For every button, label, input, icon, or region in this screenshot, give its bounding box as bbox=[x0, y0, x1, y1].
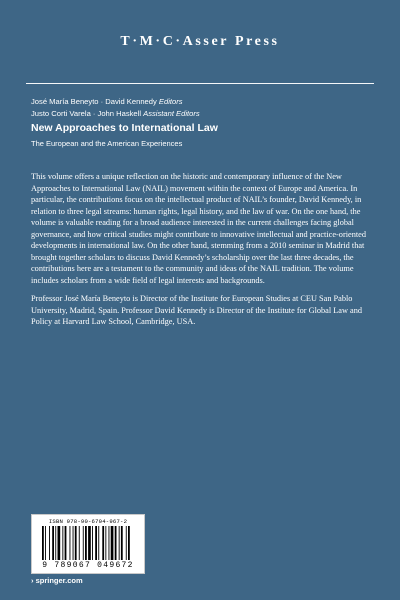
barcode-bars-icon bbox=[42, 526, 136, 560]
blurb-paragraph-description: This volume offers a unique reflection on the historic and contemporary influence of the New Approaches to International Law (NAIL) movement within the context of Europe and America. In particular, the contributions focus on the intellectual product of NAIL’s founder, David Kennedy, in relation to three legal streams: human rights, legal history, and the law of war. On the one hand, the volume is valuable reading for a broad audience interested in the current challenges facing global governance, and how critical studies might contribute to innovative intellectual and practice-oriented developments in international law. On the other hand, stemming from a 2010 seminar in Madrid that brought together scholars to discuss David Kennedy’s scholarship over the last three decades, the contributions here are a testament to the community and ideas of the NAIL tradition. The volume includes scholars from a wide field of legal interests and backgrounds. bbox=[31, 172, 366, 285]
ean-digits: 9 789067 049672 bbox=[42, 561, 134, 570]
assistant-editors-line bbox=[31, 108, 371, 120]
assistant-editor-role: Assistant Editors bbox=[143, 109, 200, 118]
assistant-editor-names: Justo Corti Varela · John Haskell bbox=[31, 109, 142, 118]
blurb-text bbox=[31, 171, 371, 335]
editors-block bbox=[31, 96, 371, 120]
editors-line bbox=[31, 96, 371, 108]
divider-rule bbox=[26, 83, 374, 84]
editor-role: Editors bbox=[158, 97, 183, 106]
blurb-paragraph-editors-bio: Professor José María Beneyto is Director of the Institute for European Studies at CEU San Pablo University, Madrid, Spain. Professor David Kennedy is Director of the Institute for Global Law and Policy at Harvard Law School, Cambridge, USA. bbox=[31, 294, 363, 326]
editor-names: José María Beneyto · David Kennedy bbox=[31, 97, 157, 106]
book-subtitle: The European and the American Experiences bbox=[31, 139, 183, 148]
springer-link[interactable]: › springer.com bbox=[31, 576, 83, 585]
isbn-label: ISBN 978-90-6704-967-2 bbox=[48, 518, 128, 525]
book-title: New Approaches to International Law bbox=[31, 122, 218, 134]
publisher-name: T·M·C·Asser Press bbox=[120, 34, 280, 49]
barcode bbox=[31, 514, 145, 574]
